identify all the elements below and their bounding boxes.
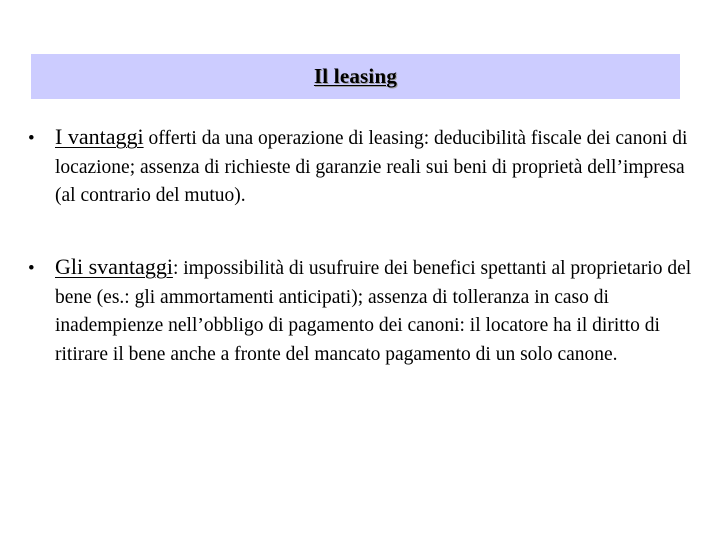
bullet-lead-disadvantages: Gli svantaggi xyxy=(55,254,173,279)
bullet-text-advantages: offerti da una operazione di leasing: deducibilità fiscale dei canoni di locazione; assenza di richieste di garanzie reali sui beni di proprietà dell’impresa (al contrario del mutuo). xyxy=(55,128,688,206)
slide-title: Il leasing xyxy=(313,64,398,88)
title-bar xyxy=(31,54,680,99)
bullet-body xyxy=(55,253,696,369)
bullet-disadvantages xyxy=(28,253,696,369)
bullet-marker: • xyxy=(28,128,35,149)
bullet-text-disadvantages: : impossibilità di usufruire dei benefici spettanti al proprietario del bene (es.: gli ammortamenti anticipati); assenza di tolleranza in caso di inadempienze nell’obbligo di pagamento dei canoni: il locatore ha il diritto di ritirare il bene anche a fronte del mancato pagamento di un solo canone. xyxy=(55,258,692,365)
bullet-marker: • xyxy=(28,258,35,279)
bullet-advantages xyxy=(28,123,696,211)
bullet-lead-advantages: I vantaggi xyxy=(55,124,144,149)
bullet-body xyxy=(55,123,696,211)
